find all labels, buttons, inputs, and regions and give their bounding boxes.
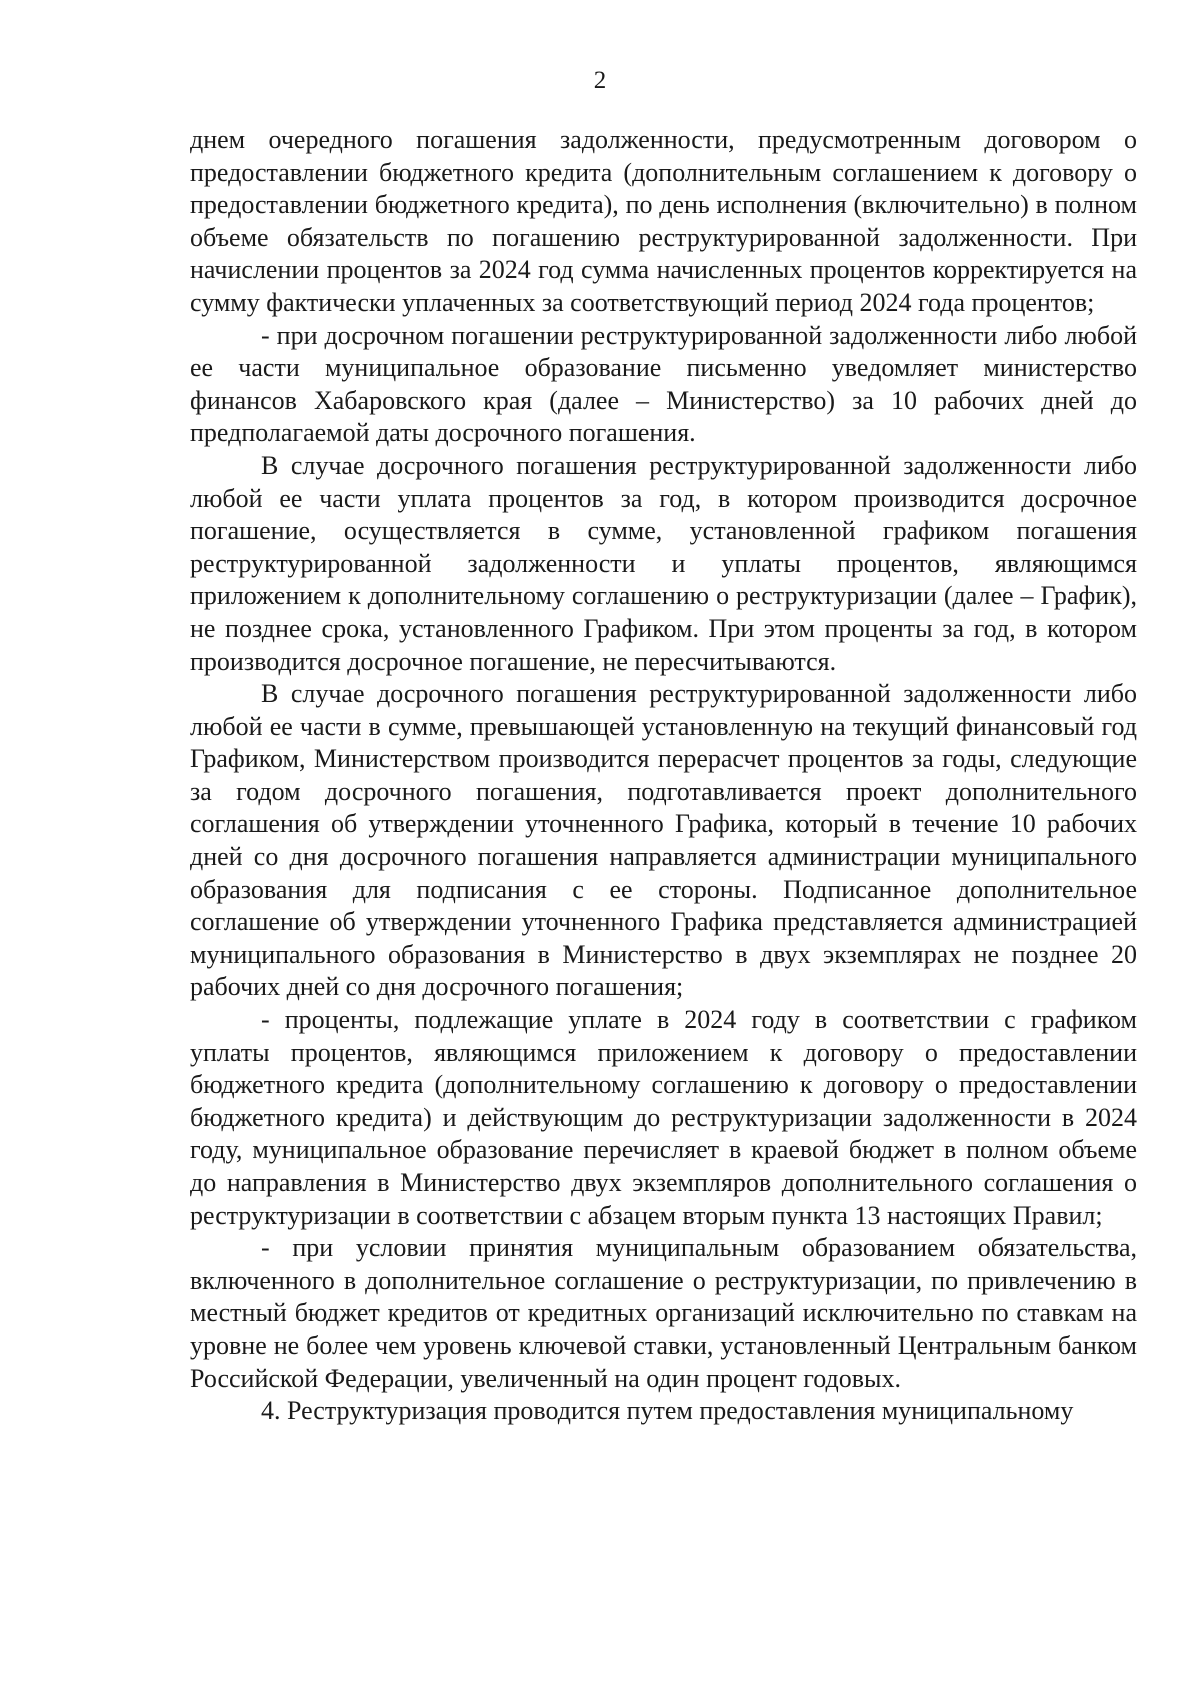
paragraph-interest-accrual-continuation: днем очередного погашения задолженности, предусмотренным договором о предоставлении бюджетного кредита (дополнительным соглашением к договору о предоставлении бюджетного кредита), по день исполнения (включительно) в полном объеме обязательств по погашению реструктурированной задолженности. При начислении процентов за 2024 год сумма начисленных процентов корректируется на сумму фактически уплаченных за соответствующий период 2024 года процентов; — [190, 125, 1137, 317]
paragraph-early-repayment-interest: В случае досрочного погашения реструктурированной задолженности либо любой ее части уплата процентов за год, в котором производится досрочное погашение, осуществляется в сумме, установленной графиком погашения реструктурированной задолженности и уплаты процентов, являющимся приложением к дополнительному соглашению о реструктуризации (далее – График), не позднее срока, установленного Графиком. При этом проценты за год, в котором производится досрочное погашение, не пересчитываются. — [190, 450, 1137, 676]
paragraph-interest-recalculation: В случае досрочного погашения реструктурированной задолженности либо любой ее части в сумме, превышающей установленную на текущий финансовый год Графиком, Министерством производится перерасчет процентов за годы, следующие за годом досрочного погашения, подготавливается проект дополнительного соглашения об утверждении уточненного Графика, который в течение 10 рабочих дней со дня досрочного погашения направляется администрации муниципального образования для подписания с ее стороны. Подписанное дополнительное соглашение об утверждении уточненного Графика представляется администрацией муниципального образования в Министерство в двух экземплярах не позднее 20 рабочих дней со дня досрочного погашения; — [190, 679, 1137, 1002]
page-number: 2 — [593, 67, 607, 94]
document-body — [190, 124, 1137, 1428]
paragraph-interest-payment-2024: - проценты, подлежащие уплате в 2024 году в соответствии с графиком уплаты процентов, являющимся приложением к договору о предоставлении бюджетного кредита (дополнительному соглашению к договору о предоставлении бюджетного кредита) и действующим до реструктуризации задолженности в 2024 году, муниципальное образование перечисляет в краевой бюджет в полном объеме до направления в Министерство двух экземпляров дополнительного соглашения о реструктуризации в соответствии с абзацем вторым пункта 13 настоящих Правил; — [190, 1005, 1137, 1230]
paragraph-early-repayment-notice: - при досрочном погашении реструктурированной задолженности либо любой ее части муниципальное образование письменно уведомляет министерство финансов Хабаровского края (далее – Министерство) за 10 рабочих дней до предполагаемой даты досрочного погашения. — [190, 320, 1137, 448]
paragraph-restructuring-method: 4. Реструктуризация проводится путем предоставления муниципальному — [261, 1396, 1074, 1426]
paragraph-credit-rate-condition: - при условии принятия муниципальным образованием обязательства, включенного в дополнительное соглашение о реструктуризации, по привлечению в местный бюджет кредитов от кредитных организаций исключительно по ставкам на уровне не более чем уровень ключевой ставки, установленный Центральным банком Российской Федерации, увеличенный на один процент годовых. — [190, 1233, 1137, 1393]
